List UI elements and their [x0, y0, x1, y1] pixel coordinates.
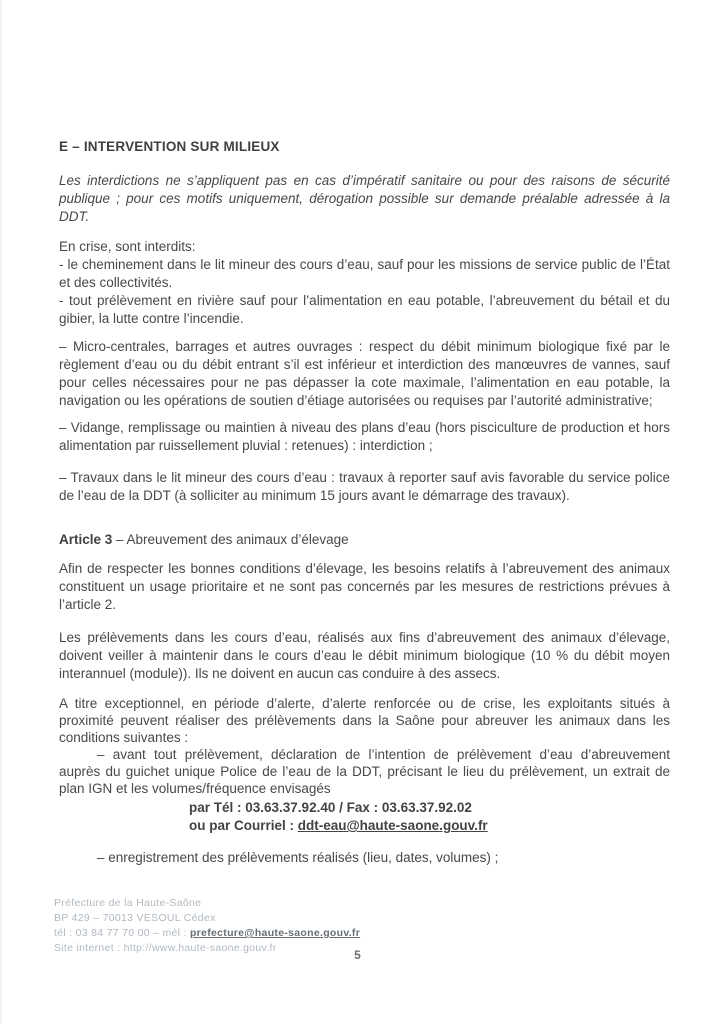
article-3-title: – Abreuvement des animaux d’élevage — [112, 532, 349, 547]
crise-item-cheminement: - le cheminement dans le lit mineur des cours d’eau, sauf pour les missions de service public de l’État et des collectivités. — [59, 257, 670, 290]
footer-contact-line — [54, 926, 360, 941]
footer-tel-prefix: tél : 03 84 77 70 00 – mél : — [54, 927, 190, 939]
item-enregistrement: – enregistrement des prélèvements réalisés (lieu, dates, volumes) ; — [97, 850, 499, 865]
footer-prefecture-name: Préfecture de la Haute-Saône — [54, 897, 202, 909]
footer-address: BP 429 – 70013 VESOUL Cédex — [54, 912, 216, 924]
crise-item-prelevement: - tout prélèvement en rivière sauf pour l’alimentation en eau potable, l’abreuvement du bétail et du gibier, la lutte contre l’incendie. — [59, 293, 670, 326]
article-3-label: Article 3 — [59, 532, 113, 547]
para-vidange: – Vidange, remplissage ou maintien à niveau des plans d’eau (hors pisciculture de production et hors alimentation par ruissellement pluvial : retenues) : interdiction ; — [59, 420, 670, 453]
para-afin: Afin de respecter les bonnes conditions d’élevage, les besoins relatifs à l’abreuvement des animaux constituent un usage prioritaire et ne sont pas concernés par les mesures de restrictions prévues à l’article 2. — [59, 561, 670, 612]
page-number: 5 — [354, 948, 361, 962]
ddt-email-link[interactable]: ddt-eau@haute-saone.gouv.fr — [297, 818, 488, 833]
article-3-heading — [59, 531, 670, 549]
contact-courriel-prefix: ou par Courriel : — [189, 818, 298, 833]
contact-courriel-line — [189, 817, 670, 835]
crise-block — [59, 238, 670, 328]
document-content — [59, 138, 670, 867]
contact-tel-fax: par Tél : 03.63.37.92.40 / Fax : 03.63.37.92.02 — [189, 800, 472, 815]
abreuvement-conditions-block — [59, 695, 670, 797]
item-avant-prelevement: – avant tout prélèvement, déclaration de l’intention de prélèvement d’eau d’abreuvement auprès du guichet unique Police de l’eau de la DDT, précisant le lieu du prélèvement, un extrait de plan IGN et les volumes/fréquence envisagés — [59, 747, 670, 796]
contact-block — [189, 799, 670, 835]
para-titre-exceptionnel: A titre exceptionnel, en période d’alerte, d’alerte renforcée ou de crise, les exploitants situés à proximité peuvent réaliser des prélèvements dans la Saône pour abreuver les animaux dans les conditions suivantes : — [59, 696, 670, 745]
section-e-heading: E – INTERVENTION SUR MILIEUX — [59, 139, 280, 154]
para-travaux: – Travaux dans le lit mineur des cours d’eau : travaux à reporter sauf avis favorable du service police de l’eau de la DDT (à solliciter au minimum 15 jours avant le démarrage des travaux). — [59, 470, 670, 503]
footer-website: Site internet : http://www.haute-saone.gouv.fr — [54, 942, 277, 954]
para-prelevements: Les prélèvements dans les cours d’eau, réalisés aux fins d’abreuvement des animaux d’élevage, doivent veiller à maintenir dans le cours d’eau le débit minimum biologique (10 % du débit moyen interannuel (module)). Ils ne doivent en aucun cas conduire à des assecs. — [59, 630, 670, 681]
prefecture-email-link[interactable]: prefecture@haute-saone.gouv.fr — [189, 927, 361, 939]
page-footer — [54, 896, 360, 956]
para-micro-centrales: – Micro-centrales, barrages et autres ouvrages : respect du débit minimum biologique fixé par le règlement d’eau ou du débit entrant s’il est inférieur et interdiction des manœuvres de vannes, sauf pour celles nécessaires pour ne pas dépasser la cote maximale, l’alimentation en eau potable, la navigation ou les opérations de soutien d’étiage autorisées ou requises par l’autorité administrative; — [59, 339, 670, 408]
crise-intro: En crise, sont interdits: — [59, 239, 196, 254]
derogation-note: Les interdictions ne s’appliquent pas en cas d’impératif sanitaire ou pour des raisons de sécurité publique ; pour ces motifs uniquement, dérogation possible sur demande préalable adressée à la DDT. — [59, 173, 670, 224]
